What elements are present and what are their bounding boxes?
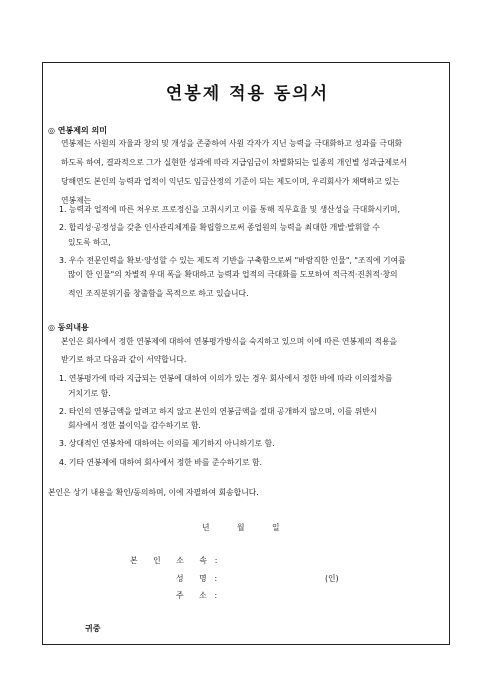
consent-paragraph-line: 받기로 하고 다음과 같이 서약합니다. [61, 355, 187, 364]
signature-address-label: 주 소 : [176, 591, 218, 600]
meaning-list-item: 1. 능력과 업적에 따른 처우로 프로정신을 고취시키고 이를 통해 직무효율 및 생산성을 극대화시키며, [59, 205, 400, 214]
consent-list-item: 4. 기타 연봉제에 대하여 회사에서 정한 바를 준수하기로 함. [59, 458, 262, 467]
closing-statement: 본인은 상기 내용을 확인/동의하며, 이에 자필하여 회송합니다. [48, 488, 259, 497]
date-day: 일 [272, 523, 280, 532]
meaning-list-item-cont: 있도록 하고, [68, 238, 111, 247]
meaning-paragraph-line: 연봉제는 [61, 196, 92, 205]
consent-paragraph-line: 본인은 회사에서 정한 연봉제에 대하여 연봉평가방식을 숙지하고 있으며 이에 따른 연봉제의 적용을 [61, 337, 398, 346]
consent-list-item: 3. 상대적인 연봉차에 대하여는 이의를 제기하지 아니하기로 함. [59, 439, 275, 448]
date-month: 월 [237, 523, 245, 532]
meaning-list-item-cont: 적인 조직분위기를 창출함을 목적으로 하고 있습니다. [68, 289, 249, 298]
consent-list-item: 1. 연봉평가에 따라 지급되는 연봉에 대하여 이의가 있는 경우 회사에서 정한 바에 따라 이의절차를 [59, 374, 393, 383]
meaning-list-item: 2. 합리성·공정성을 갖춘 인사관리체계를 확립함으로써 종업원의 능력을 최대한 개발·발휘할 수 [59, 223, 380, 232]
signature-dept-label: 본 인 소 속 : [130, 556, 218, 565]
consent-list-item-cont: 회사에서 정한 불이익을 감수하기로 함. [68, 421, 201, 430]
consent-list-item: 2. 타인의 연봉금액을 알려고 하지 않고 본인의 연봉금액을 절대 공개하지 않으며, 이를 위반시 [59, 407, 378, 416]
meaning-paragraph-line: 연봉제는 사원의 자율과 창의 및 개성을 존중하여 사원 각자가 지닌 능력을 극대화하고 성과를 극대화 [61, 139, 403, 148]
meaning-paragraph-line: 하도록 하여, 결과적으로 그가 실현한 성과에 따라 지급임금이 차별화되는 일종의 개인별 성과급제로서 [61, 158, 408, 167]
signature-name-label: 성 명 : [176, 574, 218, 583]
signature-seal: (인) [325, 574, 339, 583]
recipient-footer: 귀중 [85, 624, 101, 633]
section-heading-consent: ◎ 동의내용 [48, 323, 89, 332]
document-title: 연봉제 적용 동의서 [165, 84, 330, 104]
meaning-list-item: 3. 우수 전문인력을 확보·양성할 수 있는 제도적 기반을 구축함으로써 "바람직한 인물", "조직에 기여를 [59, 256, 406, 265]
section-heading-meaning: ◎ 연봉제의 의미 [48, 126, 107, 135]
consent-list-item-cont: 거치기로 함. [68, 389, 111, 398]
meaning-paragraph-line: 당해연도 본인의 능력과 업적이 익년도 임금산정의 기준이 되는 제도이며, 우리회사가 채택하고 있는 [61, 177, 400, 186]
date-year: 년 [202, 523, 210, 532]
meaning-list-item-cont: 많이 한 인물"의 차별적 우대 폭을 확대하고 능력과 업적의 극대화를 도모하여 적극적·진취적·창의 [68, 270, 398, 279]
